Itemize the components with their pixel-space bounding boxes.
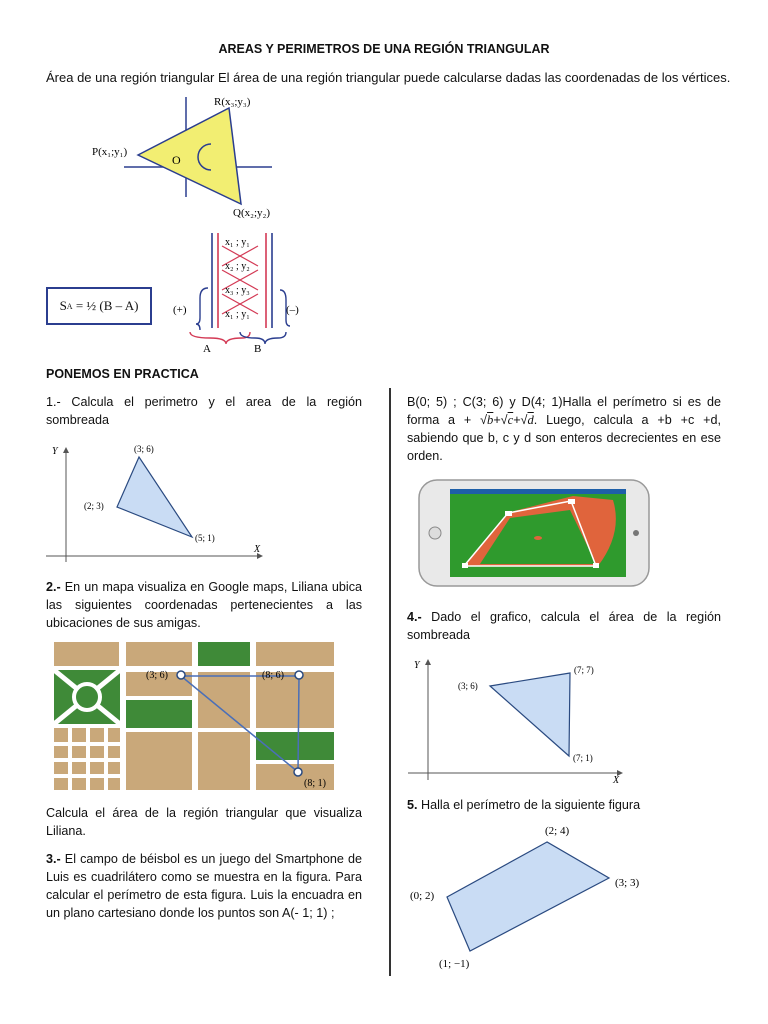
- problem-2-number: 2.-: [46, 580, 61, 594]
- y-axis-label: Y: [414, 660, 420, 671]
- triangle-shape: [490, 673, 570, 756]
- pin-icon: [177, 671, 185, 679]
- point-a-label: (3; 6): [134, 444, 154, 454]
- roundabout-block: [54, 670, 120, 724]
- label-b: B: [254, 343, 262, 355]
- problem-4-figure: [406, 656, 626, 786]
- formula-sub: A: [66, 301, 73, 311]
- problem-2-map: [52, 640, 336, 792]
- x-axis-label: X: [254, 544, 261, 555]
- cross-multiplication-figure: [170, 228, 320, 358]
- point-c-label: (3; 3): [615, 877, 640, 889]
- quadrilateral-shape: [447, 842, 609, 951]
- point-b-label: (0; 2): [410, 890, 435, 902]
- intro-text: Área de una región triangular El área de una región triangular puede calcularse dadas las coordenadas de los vértices.: [46, 70, 731, 85]
- vertex-q-label: Q(x₂;y₂): [233, 207, 270, 219]
- page-title: AREAS Y PERIMETROS DE UNA REGIÓN TRIANGULAR: [218, 42, 550, 56]
- formula-rest: = ½ (B – A): [75, 298, 139, 313]
- problem-2-question: Calcula el área de la región triangular que visualiza Liliana.: [46, 806, 362, 838]
- problem-5-figure: [404, 818, 694, 972]
- matrix-row-3: x₃ ; y₃: [225, 285, 250, 296]
- point-c-label: (5; 1): [195, 533, 215, 543]
- problem-4-text: Dado el grafico, calcula el área de la región sombreada: [407, 610, 721, 642]
- point-b-label: (8; 6): [262, 670, 284, 681]
- sqrt-d: d: [527, 413, 534, 427]
- theory-triangle-figure: [86, 92, 286, 222]
- vertex-r-label: R(x₃;y₃): [214, 96, 251, 108]
- problem-4-number: 4.-: [407, 610, 422, 624]
- problem-2-text: En un mapa visualiza en Google maps, Liliana ubica las siguientes coordenadas pertenecientes a las ubicaciones de sus amigas.: [46, 580, 362, 630]
- triangle-pqr: [138, 108, 241, 204]
- problem-1: [46, 393, 362, 429]
- formula-s: S: [59, 298, 67, 313]
- problem-3: [46, 850, 362, 922]
- problem-2: [46, 578, 362, 632]
- problem-3-continuation: B(0; 5) ; C(3; 6) y D(4; 1)Halla el perímetro si es de forma a + √b+√c+√d. Luego, calcula a +b +c +d, sabiendo que b, c y d son enteros decrecientes en ese orden.: [407, 395, 721, 463]
- section-title: PONEMOS EN PRACTICA: [46, 367, 199, 381]
- problem-1-text: Calcula el perimetro y el area de la región sombreada: [46, 395, 362, 427]
- camera-icon: [633, 530, 639, 536]
- origin-label: O: [172, 153, 181, 167]
- plus-label: (+): [173, 304, 187, 316]
- triangle-shape: [117, 457, 192, 537]
- pin-icon: [294, 768, 302, 776]
- problem-1-number: 1.-: [46, 395, 61, 409]
- y-axis-label: Y: [52, 446, 58, 457]
- x-axis-label: X: [613, 775, 620, 786]
- point-a-label: (2; 4): [545, 825, 570, 837]
- vertex-p-label: P(x₁;y₁): [92, 146, 128, 158]
- sqrt-c: c: [507, 413, 514, 427]
- matrix-row-2: x₂ ; y₂: [225, 261, 250, 272]
- point-b-label: (7; 7): [574, 665, 594, 675]
- smartphone-baseball-figure: [418, 478, 650, 588]
- problem-3-cont-post: . Luego, calcula a +b +c +d, sabiendo que b, c y d son enteros decrecientes en ese orden.: [407, 413, 721, 463]
- home-button-icon: [429, 527, 441, 539]
- point-a-label: (3; 6): [146, 670, 168, 681]
- pin-icon: [295, 671, 303, 679]
- point-a-label: (3; 6): [458, 681, 478, 691]
- sqrt-b: b: [487, 413, 494, 427]
- point-d-label: (1; −1): [439, 958, 470, 970]
- problem-5: [407, 796, 721, 814]
- minus-label: (–): [286, 304, 299, 316]
- problem-3-text: El campo de béisbol es un juego del Smartphone de Luis es cuadrilátero como se muestra en la figura. Para calcular el perímetro de esta figura. Luis la encuadra en un plano cartesiano donde los puntos son A(- 1; 1) ;: [46, 852, 363, 920]
- area-formula-box: [46, 287, 152, 325]
- problem-3-cont-pre: B(0; 5) ; C(3; 6) y D(4; 1)Halla el perímetro si es de forma a +: [407, 395, 721, 427]
- point-c-label: (8; 1): [304, 778, 326, 789]
- label-a: A: [203, 343, 211, 355]
- problem-5-text: Halla el perímetro de la siguiente figura: [421, 798, 641, 812]
- point-c-label: (7; 1): [573, 753, 593, 763]
- point-b-label: (2; 3): [84, 501, 104, 511]
- problem-3-number: 3.-: [46, 852, 61, 866]
- problem-5-number: 5.: [407, 798, 418, 812]
- column-divider: [389, 388, 391, 976]
- problem-1-figure: [44, 440, 269, 568]
- matrix-row-1: x₁ ; y₁: [225, 237, 250, 248]
- matrix-row-4: x₁ ; y₁: [225, 309, 250, 320]
- problem-4: [407, 608, 721, 644]
